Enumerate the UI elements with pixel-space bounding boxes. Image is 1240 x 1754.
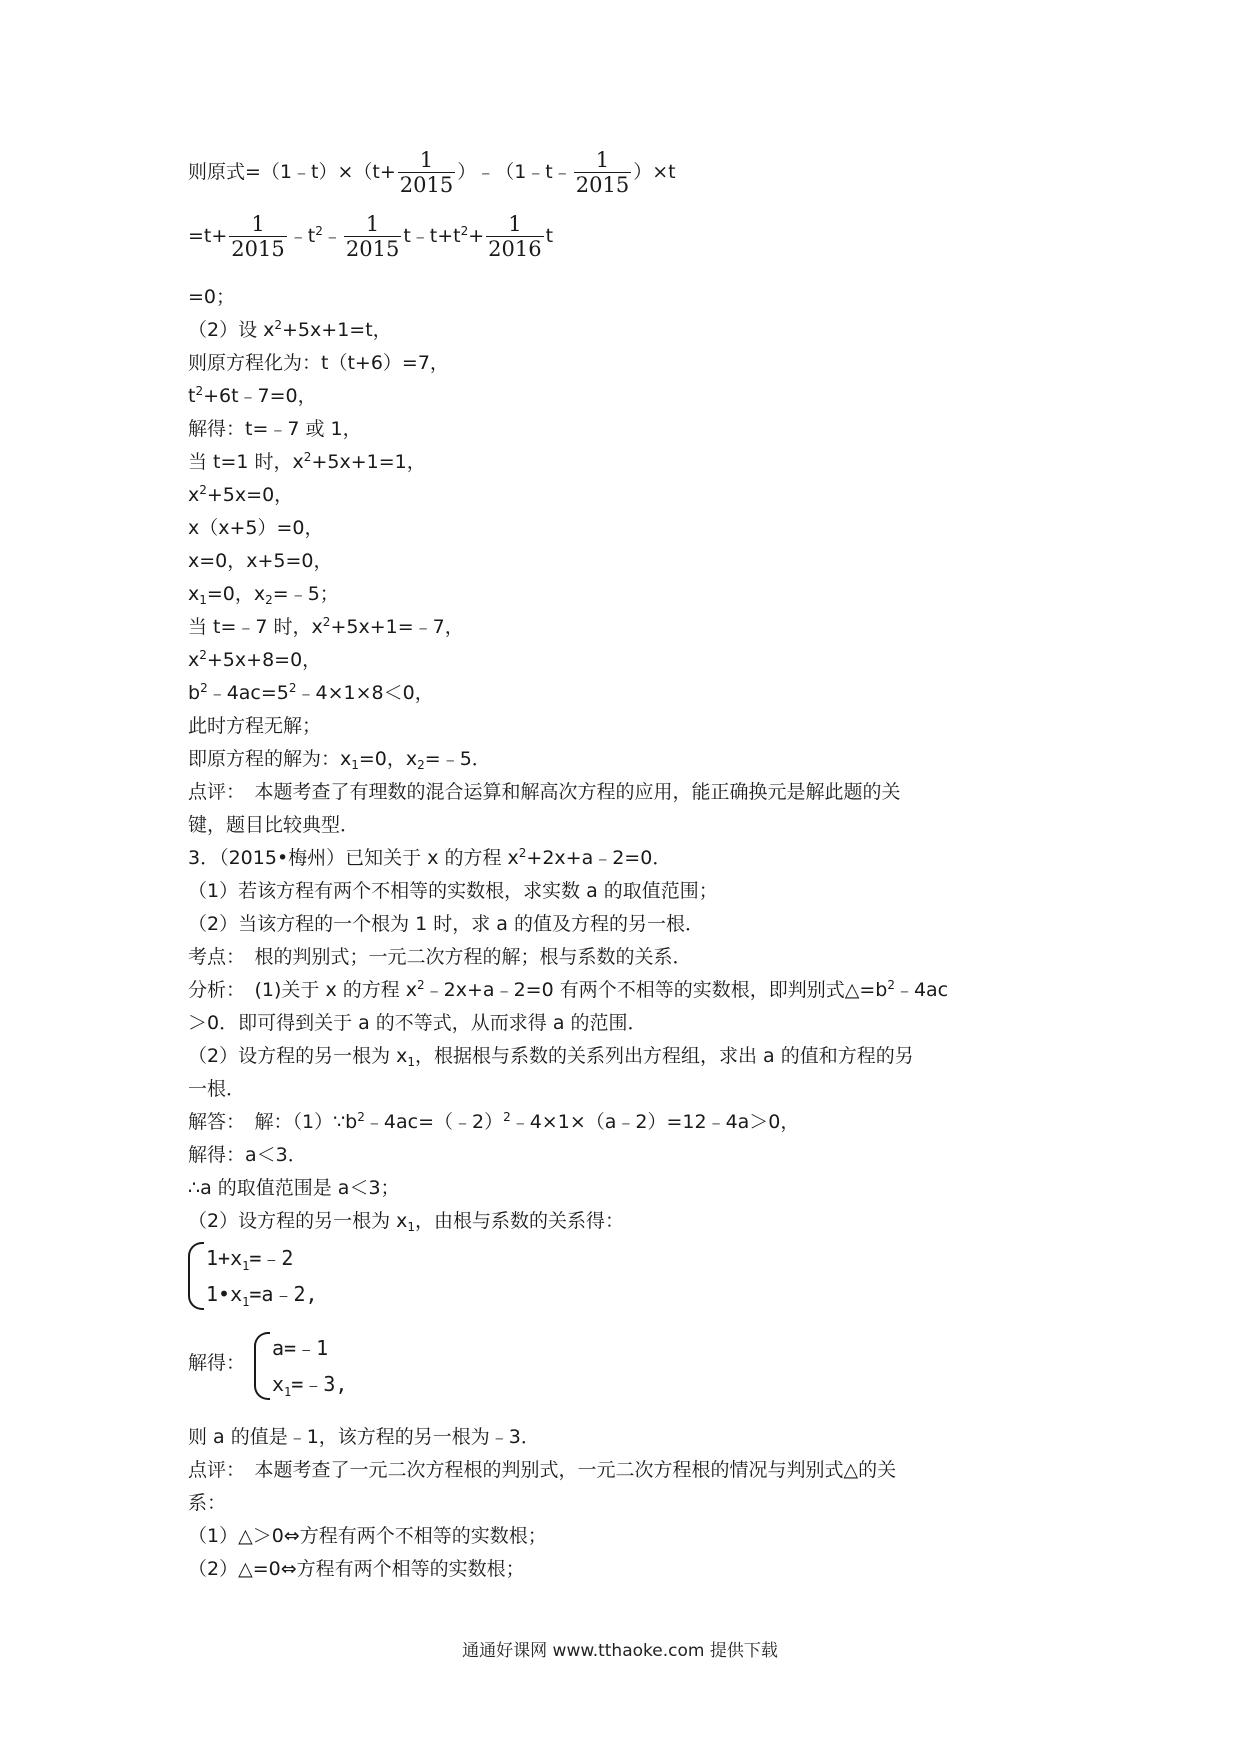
text-line: 当 t=1 时，$x^2+5x+1=1$， [188,450,426,473]
text-line: 键，题目比较典型． [188,814,360,836]
fraction: $\frac{1}{2015}$ [231,212,285,261]
fraction: $\frac{1}{2015}$ [575,148,630,197]
text-line: x=0，x+5=0， [188,550,333,572]
text-line: （2）设方程的另一根为 $x_1$，由根与系数的关系得： [188,1210,625,1234]
text-line: （1）若该方程有两个不相等的实数根，求实数 a 的取值范围； [188,880,718,902]
answer-line: 解答： 解：$(1)\because b^2﹣4ac=(﹣2)^2﹣4\times 1\times(a﹣2)=12﹣4a>0$， [188,1110,800,1133]
text-line: 即原方程的解为：$x_1=0$，$x_2=﹣5$． [188,748,491,772]
text-line: （1）△＞0⇔方程有两个不相等的实数根； [188,1525,547,1547]
text-line: 解得：a＜3． [188,1144,307,1166]
text-line: （2）当该方程的一个根为 1 时，求 a 的值及方程的另一根． [188,913,704,935]
system-row: $1•x_1=a﹣2$, [206,1282,318,1309]
text-line: $t^2+6t﹣7=0$， [188,384,317,407]
fraction: $\frac{1}{2016}$ [488,212,542,261]
text-line: 则原方程化为：t（t+6）=7， [188,352,449,374]
text-line: （2）设方程的另一根为 $x_1$，根据根与系数的关系列出方程组，求出 a 的值和方程的另 [188,1045,914,1069]
fraction: $\frac{1}{2015}$ [345,212,400,261]
text-line: 解得：t=﹣7 或 1， [188,418,362,440]
text-line: 一根． [188,1078,246,1100]
text-line: $x^2+5x+8=0$， [188,648,322,671]
text-line: $b^2﹣4ac=5^2﹣4\times 1\times 8<0$， [188,681,434,704]
analysis-line: 分析： (1)关于 x 的方程 $x^2﹣2x+a﹣2=0$ 有两个不相等的实数根，即判别式$\triangle=b^2﹣4ac$ [188,978,949,1001]
text-line: ＞0．即可得到关于 a 的不等式，从而求得 a 的范围． [188,1012,647,1034]
comment-line: 点评： 本题考查了一元二次方程根的判别式，一元二次方程根的情况与判别式△的关 [188,1459,897,1481]
text-line: x（x+5）=0， [188,517,324,539]
expr-line-1: 则原式=（1﹣t）×（t+ $\frac{1}{2015}$ ）﹣（1﹣t﹣ $\frac{1}{2015}$ ）×t [188,148,676,197]
text-line: 则 a 的值是﹣1，该方程的另一根为﹣3． [188,1426,540,1448]
text-line: 解得： [188,1352,246,1374]
text-line: 当 t=﹣7 时，$x^2+5x+1=﹣7$， [188,615,464,638]
text-line: （2）设 $x^2+5x+1=t$， [188,318,392,341]
text-line: 此时方程无解； [188,715,322,737]
text-line: $x^2+5x=0$， [188,483,294,506]
text-line: （2）△=0⇔方程有两个相等的实数根； [188,1558,525,1580]
page-footer: 通通好课网 www.tthaoke.com 提供下载 [462,1641,778,1661]
comment-line: 点评： 本题考查了有理数的混合运算和解高次方程的应用，能正确换元是解此题的关 [188,781,901,803]
kaodian-line: 考点： 根的判别式；一元二次方程的解；根与系数的关系． [188,946,692,968]
brace [254,1332,270,1400]
text-line: $x_1=0$，$x_2=﹣5$； [188,583,339,607]
text-line: 系： [188,1492,227,1514]
system-row: a=﹣1 [272,1336,329,1360]
text-line: =0； [188,286,236,308]
expr-line-2: =t+ $\frac{1}{2015}$ $﹣t^2﹣$ $\frac{1}{2015}$ $t﹣t+t^2+$ $\frac{1}{2016}$ t [188,212,554,261]
system-row: $x_1=﹣3$, [272,1372,348,1399]
text-line: ∴a 的取值范围是 a＜3； [188,1177,400,1199]
fraction: $\frac{1}{2015}$ [399,148,454,197]
system-row: $1+x_1=﹣2$ [206,1246,294,1273]
brace [188,1242,204,1310]
question-title: 3．（2015•梅州）已知关于 x 的方程 $x^2+2x+a﹣2=0$． [188,846,672,869]
